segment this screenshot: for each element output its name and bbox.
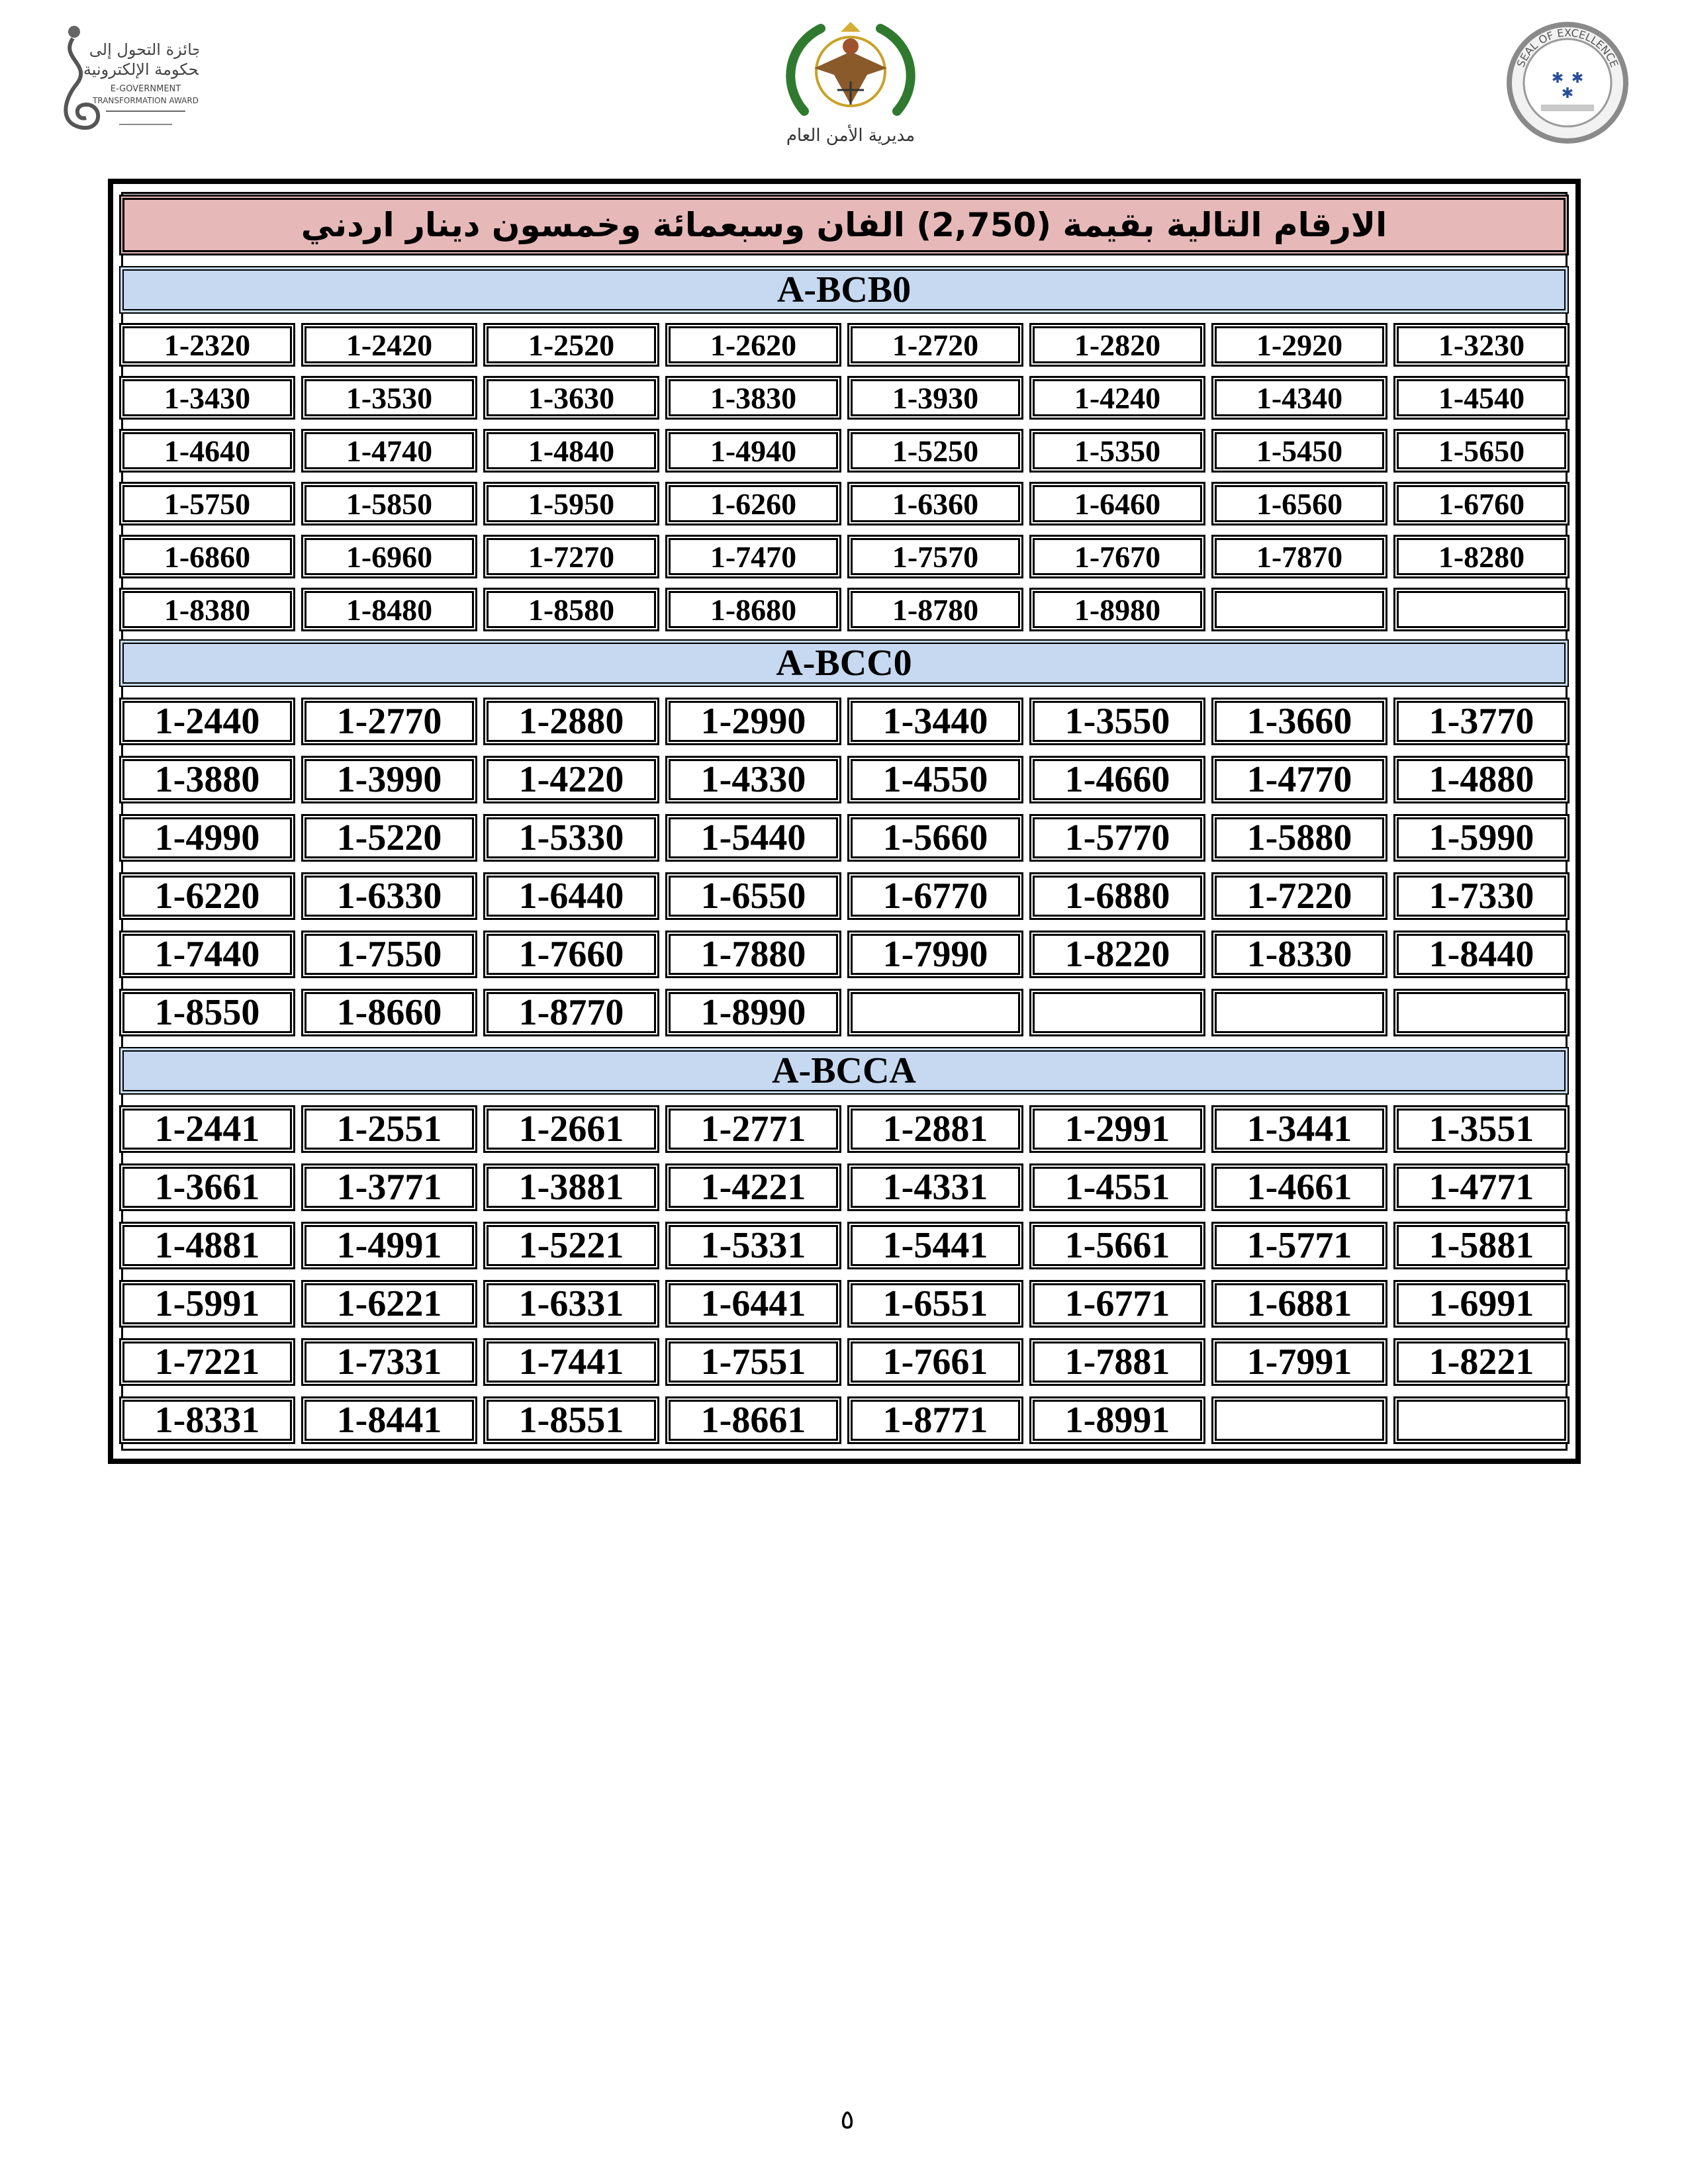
number-cell: 1-5350 [1029,429,1205,473]
number-cell: 1-2770 [301,698,477,745]
table-title: الارقام التالية بقيمة (2,750) الفان وسبعمائة وخمسون دينار اردني [119,195,1569,255]
number-cell: 1-7570 [847,535,1023,578]
number-cell: 1-7470 [665,535,841,578]
number-cell: 1-7331 [301,1338,477,1386]
number-cell: 1-4771 [1393,1163,1570,1211]
number-cell: 1-4240 [1029,376,1205,420]
number-cell: 1-6550 [665,872,841,920]
number-cell: 1-7880 [665,931,841,978]
number-cell: 1-6860 [119,535,295,578]
number-cell: 1-6560 [1211,482,1387,525]
number-cell: 1-6360 [847,482,1023,525]
number-cell: 1-3990 [301,756,477,803]
number-cell: 1-7270 [483,535,659,578]
number-cell: 1-6880 [1029,872,1205,920]
number-cell: 1-5330 [483,814,659,862]
number-cell: 1-3830 [665,376,841,420]
number-cell: 1-2551 [301,1105,477,1153]
number-cell: 1-3630 [483,376,659,420]
number-cell: 1-7440 [119,931,295,978]
number-cell: 1-8661 [665,1396,841,1444]
number-cell: 1-5660 [847,814,1023,862]
number-cell: 1-5221 [483,1222,659,1269]
section-header-a-bcc0: A-BCC0 [119,639,1569,687]
number-cell: 1-7661 [847,1338,1023,1386]
number-cell: 1-7990 [847,931,1023,978]
number-cell: 1-3430 [119,376,295,420]
number-cell: 1-4880 [1393,756,1570,803]
number-cell: 1-4740 [301,429,477,473]
number-cell: 1-3880 [119,756,295,803]
number-cell: 1-8991 [1029,1396,1205,1444]
empty-cell [1211,588,1387,631]
number-cell: 1-2520 [483,323,659,367]
emblem-caption: مديرية الأمن العام [786,126,915,146]
number-cell: 1-3881 [483,1163,659,1211]
public-security-emblem [774,12,927,151]
number-cell: 1-2440 [119,698,295,745]
svg-text:SEAL OF EXCELLENCE: SEAL OF EXCELLENCE [1514,26,1621,69]
number-cell: 1-4840 [483,429,659,473]
number-cell: 1-5750 [119,482,295,525]
empty-cell [1211,989,1387,1036]
svg-text:✱: ✱ [1571,69,1584,86]
number-cell: 1-8980 [1029,588,1205,631]
svg-text:✱: ✱ [1561,85,1574,101]
number-cell: 1-5220 [301,814,477,862]
number-cell: 1-4331 [847,1163,1023,1211]
number-cell: 1-7330 [1393,872,1570,920]
number-cell: 1-8440 [1393,931,1570,978]
number-cell: 1-7670 [1029,535,1205,578]
number-cell: 1-5250 [847,429,1023,473]
number-cell: 1-4221 [665,1163,841,1211]
number-cell: 1-3230 [1393,323,1570,367]
svg-text:الحكومة الإلكترونية: الحكومة الإلكترونية [83,60,199,79]
number-cell: 1-2991 [1029,1105,1205,1153]
number-cell: 1-8441 [301,1396,477,1444]
seal-of-excellence-logo [1501,20,1634,146]
number-cell: 1-2771 [665,1105,841,1153]
number-cell: 1-7551 [665,1338,841,1386]
number-cell: 1-4991 [301,1222,477,1269]
number-cell: 1-5880 [1211,814,1387,862]
number-cell: 1-3771 [301,1163,477,1211]
number-cell: 1-5881 [1393,1222,1570,1269]
number-cell: 1-5950 [483,482,659,525]
number-cell: 1-6460 [1029,482,1205,525]
number-cell: 1-8221 [1393,1338,1570,1386]
number-cell: 1-8990 [665,989,841,1036]
number-cell: 1-2441 [119,1105,295,1153]
number-cell: 1-6260 [665,482,841,525]
number-cell: 1-3440 [847,698,1023,745]
number-cell: 1-6221 [301,1280,477,1328]
number-cell: 1-7881 [1029,1338,1205,1386]
number-cell: 1-3770 [1393,698,1570,745]
empty-cell [847,989,1023,1036]
number-cell: 1-6440 [483,872,659,920]
number-cell: 1-5771 [1211,1222,1387,1269]
number-cell: 1-3660 [1211,698,1387,745]
number-cell: 1-2420 [301,323,477,367]
number-cell: 1-2820 [1029,323,1205,367]
number-cell: 1-5450 [1211,429,1387,473]
number-cell: 1-4551 [1029,1163,1205,1211]
number-cell: 1-7870 [1211,535,1387,578]
number-cell: 1-6960 [301,535,477,578]
number-cell: 1-8580 [483,588,659,631]
number-cell: 1-5650 [1393,429,1570,473]
number-cell: 1-8331 [119,1396,295,1444]
number-cell: 1-7441 [483,1338,659,1386]
number-cell: 1-5770 [1029,814,1205,862]
empty-cell [1393,588,1570,631]
number-cell: 1-3550 [1029,698,1205,745]
number-cell: 1-6770 [847,872,1023,920]
number-cell: 1-7550 [301,931,477,978]
number-cell: 1-7220 [1211,872,1387,920]
empty-cell [1029,989,1205,1036]
number-cell: 1-5991 [119,1280,295,1328]
number-cell: 1-5331 [665,1222,841,1269]
number-cell: 1-6551 [847,1280,1023,1328]
number-cell: 1-8480 [301,588,477,631]
section-header-a-bcca: A-BCCA [119,1047,1569,1095]
number-cell: 1-6991 [1393,1280,1570,1328]
number-cell: 1-5440 [665,814,841,862]
section-header-a-bcb0: A-BCB0 [119,266,1569,314]
number-cell: 1-4660 [1029,756,1205,803]
egov-award-logo [46,19,199,144]
number-cell: 1-4770 [1211,756,1387,803]
number-cell: 1-6760 [1393,482,1570,525]
number-cell: 1-7660 [483,931,659,978]
svg-text:جائزة التحول إلى: جائزة التحول إلى [89,40,199,59]
number-cell: 1-6441 [665,1280,841,1328]
number-cell: 1-3530 [301,376,477,420]
number-cell: 1-6330 [301,872,477,920]
number-cell: 1-3551 [1393,1105,1570,1153]
number-cell: 1-8680 [665,588,841,631]
number-cell: 1-8780 [847,588,1023,631]
number-cell: 1-4220 [483,756,659,803]
number-cell: 1-8380 [119,588,295,631]
number-cell: 1-8280 [1393,535,1570,578]
number-cell: 1-4881 [119,1222,295,1269]
svg-text:✱: ✱ [1551,69,1564,86]
empty-cell [1393,989,1570,1036]
number-cell: 1-4990 [119,814,295,862]
number-cell: 1-8770 [483,989,659,1036]
number-cell: 1-2620 [665,323,841,367]
number-cell: 1-8551 [483,1396,659,1444]
empty-cell [1393,1396,1570,1444]
empty-cell [1211,1396,1387,1444]
number-cell: 1-8330 [1211,931,1387,978]
number-cell: 1-7991 [1211,1338,1387,1386]
number-cell: 1-8550 [119,989,295,1036]
number-cell: 1-8220 [1029,931,1205,978]
number-cell: 1-4340 [1211,376,1387,420]
number-cell: 1-3661 [119,1163,295,1211]
number-cell: 1-6771 [1029,1280,1205,1328]
number-cell: 1-5661 [1029,1222,1205,1269]
number-cell: 1-2880 [483,698,659,745]
number-cell: 1-2720 [847,323,1023,367]
number-cell: 1-6881 [1211,1280,1387,1328]
number-cell: 1-3441 [1211,1105,1387,1153]
svg-text:TRANSFORMATION AWARD: TRANSFORMATION AWARD [93,96,199,105]
number-cell: 1-6331 [483,1280,659,1328]
number-cell: 1-4640 [119,429,295,473]
number-cell: 1-5850 [301,482,477,525]
number-cell: 1-4661 [1211,1163,1387,1211]
page-number: ٥ [840,2105,855,2135]
number-cell: 1-6220 [119,872,295,920]
number-cell: 1-2990 [665,698,841,745]
number-cell: 1-7221 [119,1338,295,1386]
number-cell: 1-8660 [301,989,477,1036]
number-cell: 1-4540 [1393,376,1570,420]
number-cell: 1-2661 [483,1105,659,1153]
number-cell: 1-2920 [1211,323,1387,367]
number-cell: 1-3930 [847,376,1023,420]
svg-text:E-GOVERNMENT: E-GOVERNMENT [110,84,181,94]
number-cell: 1-4550 [847,756,1023,803]
number-cell: 1-8771 [847,1396,1023,1444]
number-cell: 1-4940 [665,429,841,473]
number-cell: 1-5441 [847,1222,1023,1269]
number-cell: 1-2881 [847,1105,1023,1153]
number-cell: 1-5990 [1393,814,1570,862]
number-cell: 1-2320 [119,323,295,367]
number-cell: 1-4330 [665,756,841,803]
